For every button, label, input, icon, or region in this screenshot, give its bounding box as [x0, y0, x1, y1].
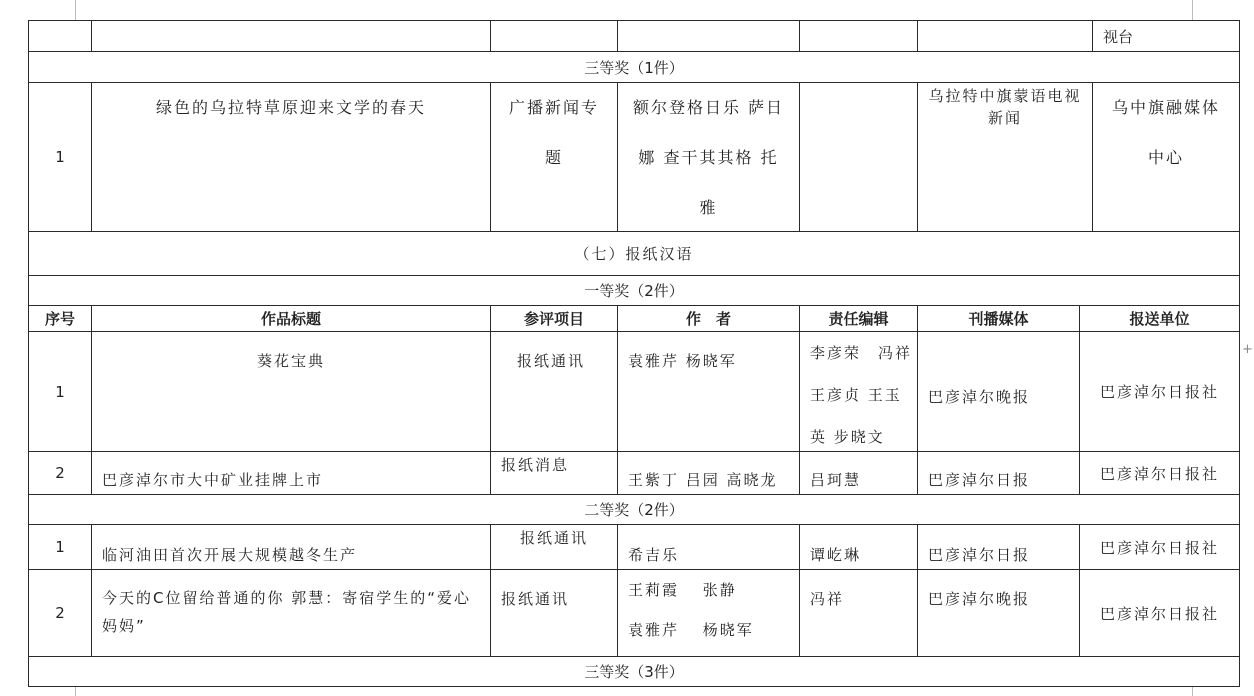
media-tail-text: 视台 — [1103, 28, 1134, 46]
header-unit: 报送单位 — [1079, 305, 1240, 332]
header-item: 参评项目 — [490, 305, 618, 332]
cell-no: 1 — [28, 331, 92, 452]
page-corner-mark — [1192, 0, 1193, 20]
header-editor: 责任编辑 — [799, 305, 918, 332]
cell-media: 乌拉特中旗蒙语电视 新闻 — [917, 82, 1093, 232]
cell-item: 广播新闻专 题 — [490, 82, 618, 232]
cell-no: 2 — [28, 451, 92, 495]
cell-unit: 巴彦淖尔日报社 — [1079, 451, 1240, 495]
cell-editor: 冯祥 — [799, 569, 918, 657]
cell-author: 王紫丁 吕园 高晓龙 — [617, 451, 800, 495]
cell-editor: 李彦荣 冯祥 王彦贞 王玉 英 步晓文 — [799, 331, 918, 452]
section-third-prize — [28, 51, 1240, 83]
cell-unit: 巴彦淖尔日报社 — [1079, 524, 1240, 570]
cell-media — [917, 20, 1093, 52]
cell-media: 巴彦淖尔日报 — [917, 524, 1080, 570]
section-second-prize: 二等奖（2件） — [28, 494, 1240, 525]
cell-author — [617, 20, 800, 52]
section-label: 三等奖（1件） — [584, 58, 684, 77]
cell-no: 2 — [28, 569, 92, 657]
cell-item: 报纸通讯 — [490, 331, 618, 452]
header-title: 作品标题 — [91, 305, 491, 332]
cell-title: 临河油田首次开展大规模越冬生产 — [91, 524, 491, 570]
cell-no — [28, 20, 92, 52]
cell-author: 袁雅芹 杨晓军 — [617, 331, 800, 452]
cell-item: 报纸消息 — [490, 451, 618, 495]
header-no: 序号 — [28, 305, 92, 332]
cell-item — [490, 20, 618, 52]
cell-unit: 巴彦淖尔日报社 — [1079, 569, 1240, 657]
section-first-prize: 一等奖（2件） — [28, 275, 1240, 306]
header-author: 作 者 — [617, 305, 800, 332]
cell-title: 今天的C位留给普通的你 郭慧：寄宿学生的“爱心 妈妈” — [91, 569, 491, 657]
page-corner-mark — [1192, 686, 1193, 696]
cell-unit: 巴彦淖尔日报社 — [1079, 331, 1240, 452]
cell-unit: 乌中旗融媒体 中心 — [1092, 82, 1240, 232]
cell-unit — [1092, 20, 1240, 52]
cell-title: 绿色的乌拉特草原迎来文学的春天 — [91, 82, 491, 232]
cell-no: 1 — [28, 524, 92, 570]
cell-title — [91, 20, 491, 52]
cell-no: 1 — [28, 82, 92, 232]
section-third-prize-3: 三等奖（3件） — [28, 656, 1240, 687]
cell-editor: 吕珂慧 — [799, 451, 918, 495]
cell-editor: 谭屹琳 — [799, 524, 918, 570]
cell-author: 额尔登格日乐 萨日 娜 查干其其格 托 雅 — [617, 82, 800, 232]
cell-title: 巴彦淖尔市大中矿业挂牌上市 — [91, 451, 491, 495]
page-corner-mark — [75, 686, 76, 696]
page-corner-mark — [75, 0, 76, 20]
cell-item: 报纸通讯 — [490, 524, 618, 570]
table-insert-icon[interactable]: + — [1242, 342, 1253, 357]
cell-media: 巴彦淖尔晚报 — [917, 331, 1080, 452]
cell-item: 报纸通讯 — [490, 569, 618, 657]
header-media: 刊播媒体 — [917, 305, 1080, 332]
cell-title: 葵花宝典 — [91, 331, 491, 452]
cell-editor — [799, 20, 918, 52]
cell-author: 王莉霞 张静 袁雅芹 杨晓军 — [617, 569, 800, 657]
cell-media: 巴彦淖尔晚报 — [917, 569, 1080, 657]
cell-editor — [799, 82, 918, 232]
cell-media: 巴彦淖尔日报 — [917, 451, 1080, 495]
cell-author: 希吉乐 — [617, 524, 800, 570]
category-heading: （七）报纸汉语 — [28, 231, 1240, 276]
